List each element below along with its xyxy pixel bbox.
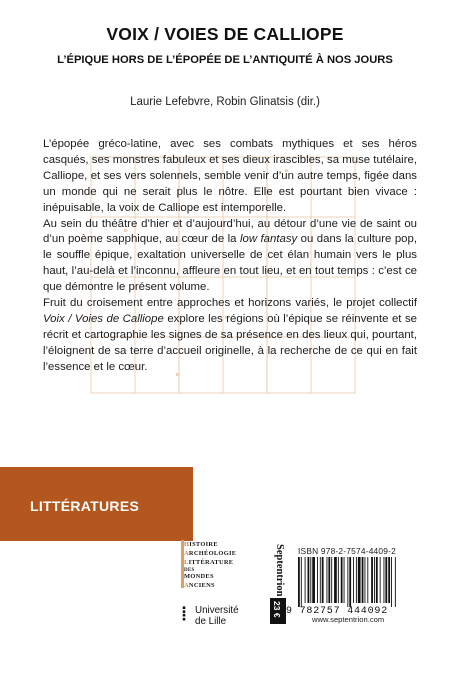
blurb-text: ou dans la culture pop, le souffle épique, exaltation universelle de cet élan humain vers le plus haut, l’au-delà et l’inconnu, affleure en tout lieu, et en tout temps : c’est ce que démontre le présent volume. xyxy=(43,233,418,294)
collection-label: LITTÉRATURES xyxy=(30,498,140,514)
university-name: Université de Lille xyxy=(195,605,239,627)
blurb-italic-title: Voix / Voies de Calliope xyxy=(43,312,164,325)
isbn-label: ISBN 978-2-7574-4409-2 xyxy=(298,546,396,556)
barcode-digits: 9 782757 444092 xyxy=(286,606,389,617)
blurb-text: Au sein du théâtre d’hier et d’aujourd’hui, au détour d’une vie de saint ou d’un poème sapphique, au cœur de la xyxy=(43,217,417,246)
barcode-icon xyxy=(294,557,426,607)
series-logo xyxy=(181,540,256,602)
blurb-paragraph-3 xyxy=(43,296,417,376)
series-logo-line: MONDES xyxy=(184,573,214,580)
blurb-paragraph-1: L’épopée gréco-latine, avec ses combats mythiques et ses héros casqués, ses monstres fabuleux et ses dieux irascibles, sa muse tutélaire, Calliope, et ses vers solennels, semble venir d’un autre temps, figée dans un monde qui ne serait plus le nôtre. Elle est pourtant bien vivace : inépuisable, la voix de Calliope est intemporelle. xyxy=(43,138,417,214)
blurb-italic-term: low fantasy xyxy=(239,233,298,246)
book-title: VOIX / VOIES DE CALLIOPE xyxy=(106,24,344,44)
series-logo-line: HISTOIRE xyxy=(184,541,218,548)
blurb-text: explore les régions où l’épique se réinvente et se récrit et cartographie les signes de sa présence en des lieux qui, pourtant, l’éloignent de sa terre d’accueil originelle, à la recherche de ce qui en fait l’essence et le cœur. xyxy=(43,312,417,373)
book-subtitle: L’ÉPIQUE HORS DE L’ÉPOPÉE DE L’ANTIQUITÉ À NOS JOURS xyxy=(57,54,393,66)
publisher-logo: Septentrion xyxy=(274,544,285,597)
back-cover-blurb xyxy=(43,137,417,376)
publisher-website: www.septentrion.com xyxy=(312,615,385,624)
series-logo-line: ARCHÉOLOGIE xyxy=(184,550,237,557)
price-tag: 23 € xyxy=(270,598,286,624)
book-authors: Laurie Lefebvre, Robin Glinatsis (dir.) xyxy=(130,96,320,108)
series-logo-line: LITTÉRATURE xyxy=(184,559,234,566)
university-mark-icon: ⦙ xyxy=(182,604,187,624)
series-logo-line: DES xyxy=(184,568,195,573)
blurb-paragraph-2 xyxy=(43,217,417,297)
series-logo-line: ANCIENS xyxy=(184,582,215,589)
blurb-text: Fruit du croisement entre approches et horizons variés, le projet collectif xyxy=(43,297,417,310)
